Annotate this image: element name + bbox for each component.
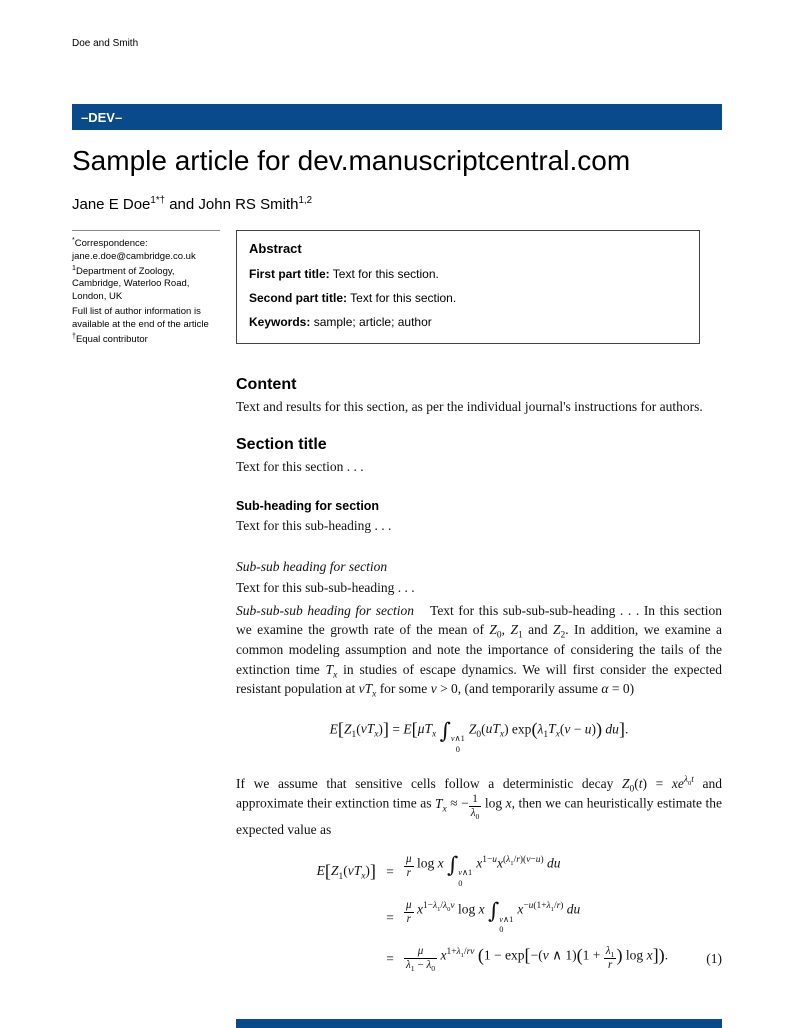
equation-line-1	[236, 853, 722, 890]
equal-contributor-note: †Equal contributor	[72, 331, 148, 345]
author-info-note: Full list of author information is available at the end of the article	[72, 306, 209, 330]
abstract-first-part	[249, 266, 687, 282]
paragraph-sub-sub: Text for this sub-sub-heading . . .	[236, 580, 415, 596]
sub-sub-heading: Sub-sub heading for section	[236, 559, 388, 575]
sub-heading: Sub-heading for section	[236, 498, 380, 513]
paragraph-sub: Text for this sub-heading . . .	[236, 517, 392, 533]
correspondence-note: *Correspondence: jane.e.doe@cambridge.co.uk	[72, 235, 196, 262]
sub-sub-sub-heading: Sub-sub-sub heading for section	[236, 602, 415, 618]
correspondence-sidebar	[72, 230, 220, 349]
abstract-first-part-label: First part title:	[249, 267, 330, 281]
authors-line: Jane E Doe$^{1*\dagger}$ and John RS Smith$^{1,2}$	[72, 195, 312, 213]
equation-number: (1)	[706, 950, 722, 966]
equation-lhs: $E[Z_1(vT_x)]$	[316, 861, 376, 883]
paragraph-estimate: If we assume that sensitive cells follow a deterministic decay $Z_0(t) = xe^{\lambda_0t}$ and approximate their extinction time as $T_x$ ≈ − $\frac{1}{\lambda_0}$ log x, then we can heuristically estimate the expected value as	[236, 775, 722, 837]
equation-rhs: $\frac{\mu}{r}$ log x ∫ v∧1 0 $x^{1-u}x^{(\lambda_1/r)(v-u)}$ du	[406, 853, 561, 889]
section-heading-title: Section title	[236, 436, 327, 454]
paragraph-content: Text and results for this section, as per the individual journal's instructions for authors.	[236, 398, 703, 414]
running-head: Doe and Smith	[72, 38, 139, 49]
equals-sign: =	[386, 909, 394, 925]
abstract-title: Abstract	[249, 241, 302, 256]
paragraph-sub-sub-sub	[236, 601, 722, 699]
equation-line-2	[236, 899, 722, 936]
dev-banner-label: –DEV–	[81, 109, 123, 125]
abstract-second-part-text: Text for this section.	[350, 291, 457, 306]
abstract-keywords-label: Keywords:	[249, 315, 311, 330]
main-column	[236, 230, 722, 981]
dev-banner	[72, 104, 722, 130]
equals-sign: =	[386, 863, 394, 879]
equation-rhs: $\frac{\mu}{\lambda_1 - \lambda_0}$ $x^{1+\lambda_1/rv}$ (1 − exp[−(v ∧ 1)(1 + $\frac{\lambda_1}{r}$ ) log x]).	[406, 945, 669, 974]
equation-array	[236, 853, 722, 972]
article-title: Sample article for dev.manuscriptcentral.com	[72, 145, 631, 176]
abstract-keywords	[249, 314, 687, 330]
equation-line-3	[236, 945, 722, 974]
display-equation: $E[Z_1(vT_x)] = E[\mu T_x$ ∫ v∧1 0 $Z_0(uT_x) \exp(\lambda_1T_x(v - u))$ du].	[329, 718, 629, 754]
abstract-first-part-text: Text for this section.	[332, 267, 439, 281]
paragraph-section: Text for this section . . .	[236, 459, 364, 475]
abstract-second-part	[249, 290, 687, 306]
footer-bar	[236, 1019, 722, 1028]
affiliation-note: $^1$Department of Zoology, Cambridge, Waterloo Road, London, UK	[72, 263, 190, 303]
abstract-keywords-text: sample; article; author	[313, 315, 432, 330]
equals-sign: =	[386, 950, 394, 966]
section-heading-content: Content	[236, 375, 297, 393]
equation-rhs: $\frac{\mu}{r}$ $x^{1-\lambda_1/\lambda_0v}$ log x ∫ v∧1 0 $x^{-u(1+\lambda_1/r)}$ du	[406, 899, 581, 935]
abstract-box	[236, 230, 700, 344]
two-column-layout	[72, 230, 722, 981]
paragraph-sub-sub-sub-text: Text for this sub-sub-sub-heading . . . In this section we examine the growth rate of the mean of $Z_0$, $Z_1$ and $Z_2$. In addition, we examine a common modeling assumption and note the importance of considering the tails of the extinction time $T_x$ in studies of escape dynamics. We will first consider the expected resistant population at $vT_x$ for some v > 0, (and temporarily assume α = 0)	[236, 602, 723, 700]
abstract-second-part-label: Second part title:	[249, 291, 348, 306]
